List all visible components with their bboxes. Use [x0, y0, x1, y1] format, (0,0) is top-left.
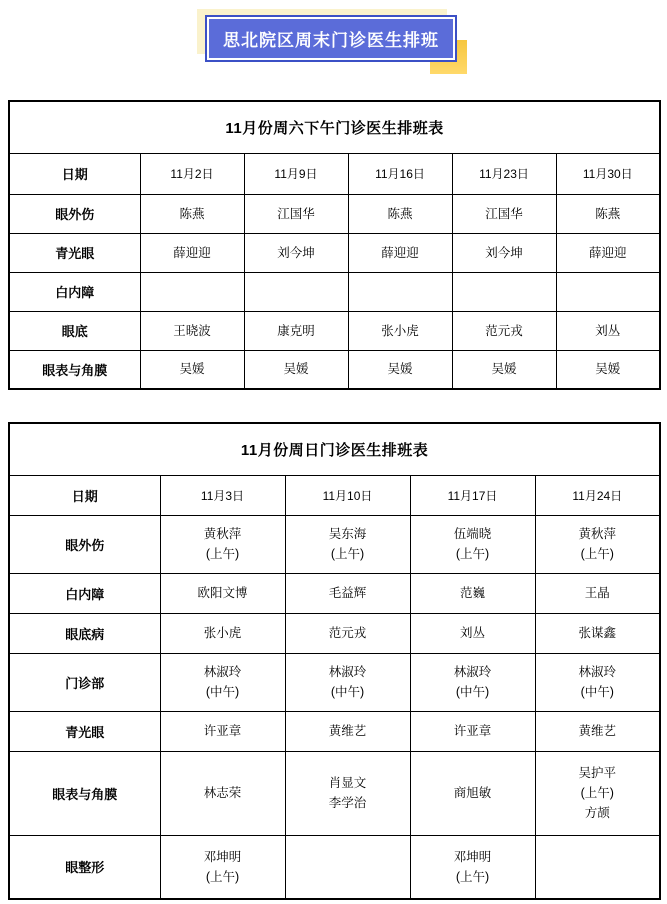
table-row	[9, 515, 660, 573]
date-header-cell: 11月3日	[160, 475, 285, 515]
doctor-cell	[410, 573, 535, 613]
table-row	[9, 272, 660, 311]
doctor-cell	[348, 194, 452, 233]
saturday-schedule-table-host	[8, 100, 659, 390]
doctor-cell	[285, 711, 410, 751]
doctor-cell	[535, 653, 660, 711]
date-header-cell: 11月9日	[244, 153, 348, 194]
doctor-name-line: (上午)	[205, 869, 240, 884]
doctor-cell	[348, 233, 452, 272]
doctor-cell	[140, 194, 244, 233]
table-row	[9, 573, 660, 613]
doctor-cell	[452, 272, 556, 311]
doctor-name-line: 毛益辉	[328, 586, 367, 600]
date-header-cell: 11月10日	[285, 475, 410, 515]
doctor-name-line: (中午)	[205, 685, 240, 699]
doctor-cell	[244, 350, 348, 389]
doctor-cell	[535, 751, 660, 835]
department-label: 眼整形	[9, 835, 160, 899]
doctor-name-line: 黄秋萍	[203, 527, 242, 541]
doctor-name-line: 吴媛	[179, 362, 205, 377]
doctor-name-line: (上午)	[580, 547, 614, 561]
doctor-name-line: 范元戎	[485, 323, 523, 338]
doctor-cell	[348, 350, 452, 389]
doctor-name-line: 薛迎迎	[173, 245, 211, 260]
doctor-name-line: 陈燕	[595, 206, 621, 221]
doctor-name-line: 江国华	[485, 206, 523, 221]
doctor-cell	[556, 233, 660, 272]
doctor-cell	[556, 272, 660, 311]
doctor-name-line: 邓坤明	[203, 849, 242, 864]
doctor-cell	[535, 711, 660, 751]
doctor-name-line: 江国华	[277, 206, 315, 221]
doctor-name-line: (上午)	[580, 786, 614, 800]
table-row	[9, 613, 660, 653]
doctor-cell	[452, 194, 556, 233]
doctor-name-line: 刘丛	[459, 626, 485, 640]
doctor-name-line: 林淑玲	[578, 665, 617, 679]
doctor-name-line: (上午)	[455, 869, 490, 884]
doctor-name-line: 林淑玲	[328, 665, 367, 679]
banner-title-box	[205, 15, 457, 62]
doctor-name-line: (上午)	[455, 547, 490, 561]
doctor-cell	[452, 233, 556, 272]
date-header-cell: 11月16日	[348, 153, 452, 194]
doctor-name-line: 范元戎	[328, 626, 367, 640]
doctor-name-line: 张小虎	[381, 323, 419, 338]
doctor-name-line: 陈燕	[179, 206, 205, 221]
doctor-name-line: 林淑玲	[453, 665, 492, 679]
sunday-schedule-table-host	[8, 422, 659, 900]
doctor-cell	[160, 711, 285, 751]
doctor-cell	[410, 613, 535, 653]
doctor-name-line: (中午)	[330, 685, 365, 699]
department-label: 眼外伤	[9, 194, 140, 233]
table-row	[9, 653, 660, 711]
schedule-table-1	[8, 100, 661, 390]
department-label: 眼表与角膜	[9, 751, 160, 835]
doctor-name-line: 刘今坤	[485, 245, 523, 260]
doctor-name-line: (中午)	[455, 685, 490, 699]
doctor-name-line: 黄维艺	[578, 724, 617, 738]
department-label: 门诊部	[9, 653, 160, 711]
doctor-name-line: 李学治	[328, 796, 367, 810]
doctor-cell	[348, 272, 452, 311]
date-row-label: 日期	[9, 475, 160, 515]
department-label: 白内障	[9, 272, 140, 311]
doctor-cell	[410, 515, 535, 573]
doctor-name-line: 陈燕	[387, 206, 413, 221]
department-label: 眼外伤	[9, 515, 160, 573]
table-row	[9, 311, 660, 350]
doctor-name-line: 方颉	[584, 806, 610, 820]
doctor-cell	[556, 350, 660, 389]
date-header-cell: 11月24日	[535, 475, 660, 515]
doctor-cell	[244, 233, 348, 272]
doctor-name-line: 范巍	[459, 586, 485, 600]
doctor-name-line: 吴东海	[328, 527, 367, 541]
doctor-cell	[285, 515, 410, 573]
doctor-name-line: 吴护平	[578, 766, 617, 780]
department-label: 青光眼	[9, 233, 140, 272]
doctor-name-line: 张小虎	[203, 626, 242, 640]
doctor-name-line: 吴媛	[283, 362, 309, 377]
date-row-label: 日期	[9, 153, 140, 194]
doctor-name-line: 吴媛	[491, 362, 517, 377]
doctor-name-line: 林志荣	[203, 786, 242, 800]
doctor-cell	[410, 711, 535, 751]
doctor-name-line: 薛迎迎	[381, 245, 419, 260]
doctor-name-line: 肖显文	[328, 776, 367, 790]
table-title: 11月份周六下午门诊医生排班表	[9, 101, 660, 153]
doctor-cell	[140, 233, 244, 272]
doctor-cell	[160, 751, 285, 835]
doctor-cell	[160, 835, 285, 899]
doctor-name-line: 黄维艺	[328, 724, 367, 738]
doctor-name-line: 许亚章	[453, 724, 492, 738]
doctor-name-line: (中午)	[580, 685, 614, 699]
doctor-name-line: 许亚章	[203, 724, 242, 738]
doctor-name-line: 刘丛	[595, 323, 621, 338]
doctor-cell	[535, 573, 660, 613]
doctor-name-line: 张谋鑫	[578, 626, 617, 640]
doctor-cell	[556, 311, 660, 350]
table-row	[9, 751, 660, 835]
doctor-cell	[140, 272, 244, 311]
table-row	[9, 350, 660, 389]
doctor-name-line: 薛迎迎	[589, 245, 627, 260]
doctor-name-line: 王晶	[584, 586, 610, 600]
doctor-name-line: 商旭敏	[453, 786, 492, 800]
doctor-cell	[244, 272, 348, 311]
schedule-tables-section	[0, 100, 667, 900]
doctor-name-line: (上午)	[330, 547, 365, 561]
doctor-cell	[535, 613, 660, 653]
department-label: 青光眼	[9, 711, 160, 751]
doctor-cell	[160, 515, 285, 573]
doctor-cell	[452, 350, 556, 389]
doctor-cell	[556, 194, 660, 233]
page-banner	[0, 0, 667, 100]
doctor-cell	[285, 751, 410, 835]
doctor-name-line: 黄秋萍	[578, 527, 617, 541]
schedule-table-2	[8, 422, 661, 900]
table-row	[9, 711, 660, 751]
doctor-cell	[244, 311, 348, 350]
doctor-cell	[285, 835, 410, 899]
department-label: 眼表与角膜	[9, 350, 140, 389]
table-row	[9, 835, 660, 899]
doctor-cell	[410, 751, 535, 835]
banner-title: 思北院区周末门诊医生排班	[223, 31, 439, 50]
department-label: 白内障	[9, 573, 160, 613]
doctor-cell	[140, 350, 244, 389]
doctor-cell	[348, 311, 452, 350]
doctor-cell	[410, 835, 535, 899]
department-label: 眼底病	[9, 613, 160, 653]
department-label: 眼底	[9, 311, 140, 350]
date-header-cell: 11月30日	[556, 153, 660, 194]
doctor-cell	[285, 613, 410, 653]
doctor-cell	[160, 653, 285, 711]
doctor-name-line: 邓坤明	[453, 849, 492, 864]
date-header-cell: 11月23日	[452, 153, 556, 194]
doctor-cell	[244, 194, 348, 233]
doctor-cell	[140, 311, 244, 350]
doctor-cell	[285, 573, 410, 613]
doctor-name-line: 康克明	[277, 323, 315, 338]
table-row	[9, 194, 660, 233]
doctor-cell	[160, 613, 285, 653]
date-header-cell: 11月17日	[410, 475, 535, 515]
doctor-cell	[452, 311, 556, 350]
doctor-cell	[410, 653, 535, 711]
doctor-name-line: 刘今坤	[277, 245, 315, 260]
doctor-name-line: 吴媛	[387, 362, 413, 377]
doctor-cell	[535, 835, 660, 899]
doctor-cell	[285, 653, 410, 711]
doctor-name-line: 王晓波	[173, 323, 211, 338]
date-header-cell: 11月2日	[140, 153, 244, 194]
doctor-cell	[160, 573, 285, 613]
doctor-cell	[535, 515, 660, 573]
table-title: 11月份周日门诊医生排班表	[9, 423, 660, 475]
doctor-name-line: 林淑玲	[203, 665, 242, 679]
doctor-name-line: (上午)	[205, 547, 240, 561]
doctor-name-line: 欧阳文博	[197, 586, 248, 600]
doctor-name-line: 吴媛	[595, 362, 621, 377]
table-row	[9, 233, 660, 272]
doctor-name-line: 伍端晓	[453, 527, 492, 541]
